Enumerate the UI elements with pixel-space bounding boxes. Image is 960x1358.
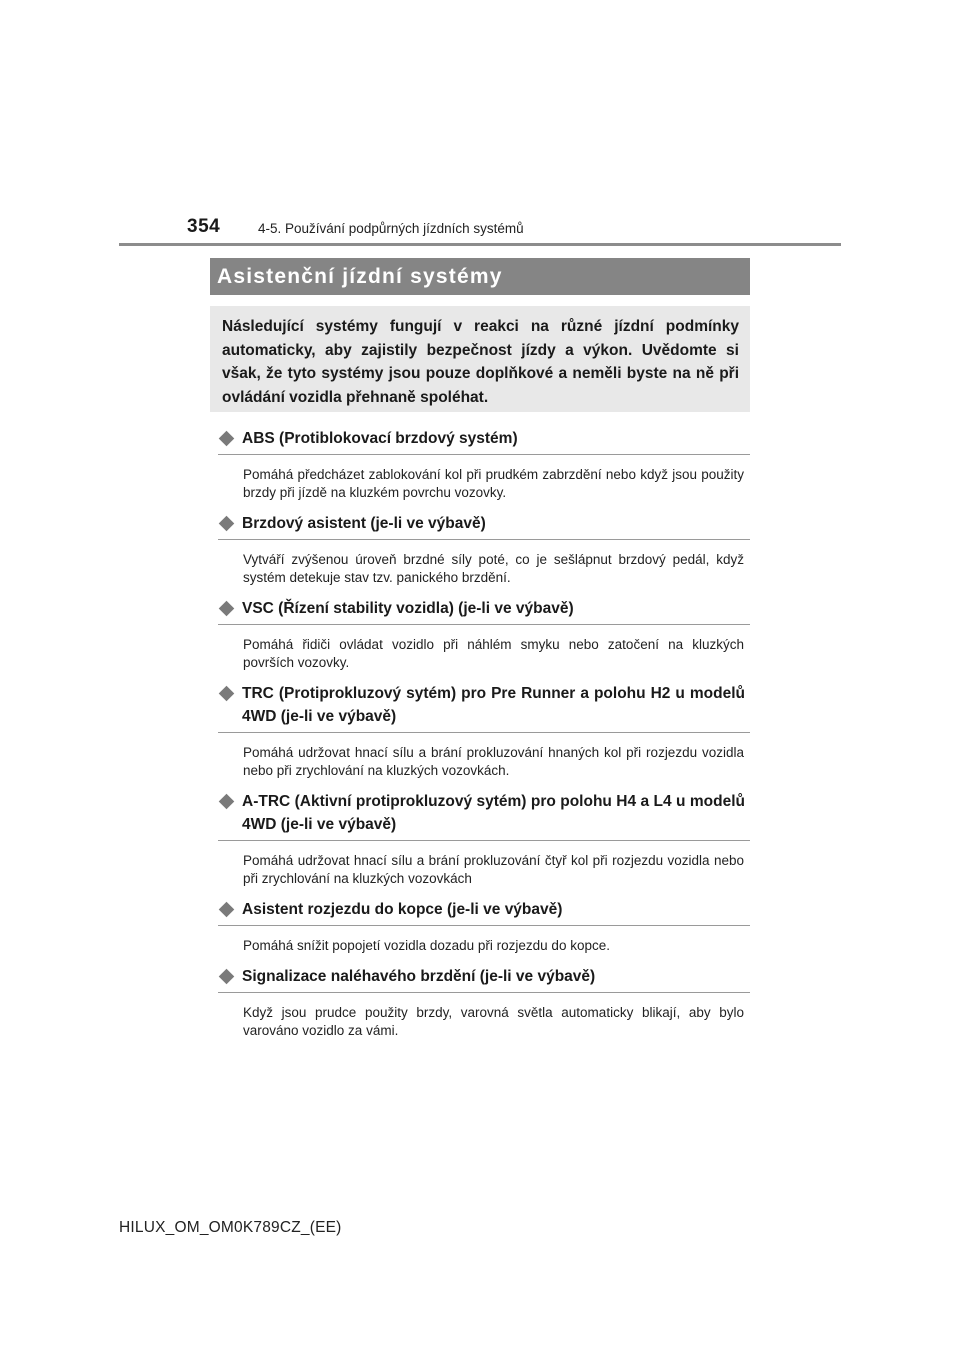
- section-title: TRC (Protiprokluzový sytém) pro Pre Runner a polohu H2 u modelů 4WD (je-li ve výbavě): [242, 685, 745, 725]
- section-body: Vytváří zvýšenou úroveň brzdné síly poté, co je sešlápnut brzdový pedál, když systém detekuje stav tzv. panického brzdění.: [243, 552, 744, 585]
- section-body: Pomáhá předcházet zablokování kol při prudkém zabrzdění nebo když jsou použity brzdy při jízdě na kluzkém povrchu vozovky.: [243, 467, 744, 500]
- diamond-bullet-icon: [219, 794, 235, 810]
- diamond-bullet-icon: [219, 969, 235, 985]
- section-hill-start-assist: [218, 898, 750, 955]
- section-body: Pomáhá snížit popojetí vozidla dozadu při rozjezdu do kopce.: [243, 938, 610, 953]
- section-title: Signalizace naléhavého brzdění (je-li ve výbavě): [242, 968, 596, 985]
- section-trc: [218, 682, 750, 780]
- section-heading: [218, 790, 750, 841]
- diamond-bullet-icon: [219, 902, 235, 918]
- section-vsc: [218, 597, 750, 672]
- section-abs: [218, 427, 750, 502]
- section-title: A-TRC (Aktivní protiprokluzový sytém) pro polohu H4 a L4 u modelů 4WD (je-li ve výbavě): [242, 793, 745, 833]
- section-body: Pomáhá řidiči ovládat vozidlo při náhlém smyku nebo zatočení na kluzkých površích vozovky.: [243, 637, 744, 670]
- diamond-bullet-icon: [219, 686, 235, 702]
- diamond-bullet-icon: [219, 516, 235, 532]
- diamond-bullet-icon: [219, 601, 235, 617]
- page-number: 354: [187, 216, 221, 237]
- section-title: VSC (Řízení stability vozidla) (je-li ve výbavě): [242, 600, 574, 617]
- section-emergency-brake-signal: [218, 965, 750, 1040]
- section-body: Pomáhá udržovat hnací sílu a brání prokluzování hnaných kol při rozjezdu vozidla nebo při zrychlování na kluzkých vozovkách.: [243, 745, 744, 778]
- page-title-bar: [210, 258, 750, 295]
- section-body: Pomáhá udržovat hnací sílu a brání prokluzování čtyř kol při rozjezdu vozidla nebo při zrychlování na kluzkých vozovkách: [243, 853, 744, 886]
- section-heading: [218, 965, 750, 993]
- section-title: Brzdový asistent (je-li ve výbavě): [242, 515, 486, 532]
- section-a-trc: [218, 790, 750, 888]
- header-divider: [119, 243, 841, 246]
- section-heading: [218, 427, 750, 455]
- section-list: [218, 427, 750, 1050]
- section-body: Když jsou prudce použity brzdy, varovná světla automaticky blikají, aby bylo varováno vozidlo za vámi.: [243, 1005, 744, 1038]
- section-brake-assist: [218, 512, 750, 587]
- section-heading: [218, 682, 750, 733]
- section-heading: [218, 512, 750, 540]
- footer-code: HILUX_OM_OM0K789CZ_(EE): [119, 1219, 342, 1236]
- diamond-bullet-icon: [219, 431, 235, 447]
- section-heading: [218, 597, 750, 625]
- section-heading: [218, 898, 750, 926]
- intro-box: Následující systémy fungují v reakci na různé jízdní podmínky automaticky, aby zajistily bezpečnost jízdy a výkon. Uvědomte si však, že tyto systémy jsou pouze doplňkové a neměli byste na ně při ovládání vozidla přehnaně spoléhat.: [210, 306, 750, 412]
- section-title: Asistent rozjezdu do kopce (je-li ve výbavě): [242, 901, 563, 918]
- chapter-heading: 4-5. Používání podpůrných jízdních systémů: [258, 221, 524, 236]
- page-title: Asistenční jízdní systémy: [217, 264, 503, 288]
- section-title: ABS (Protiblokovací brzdový systém): [242, 430, 518, 447]
